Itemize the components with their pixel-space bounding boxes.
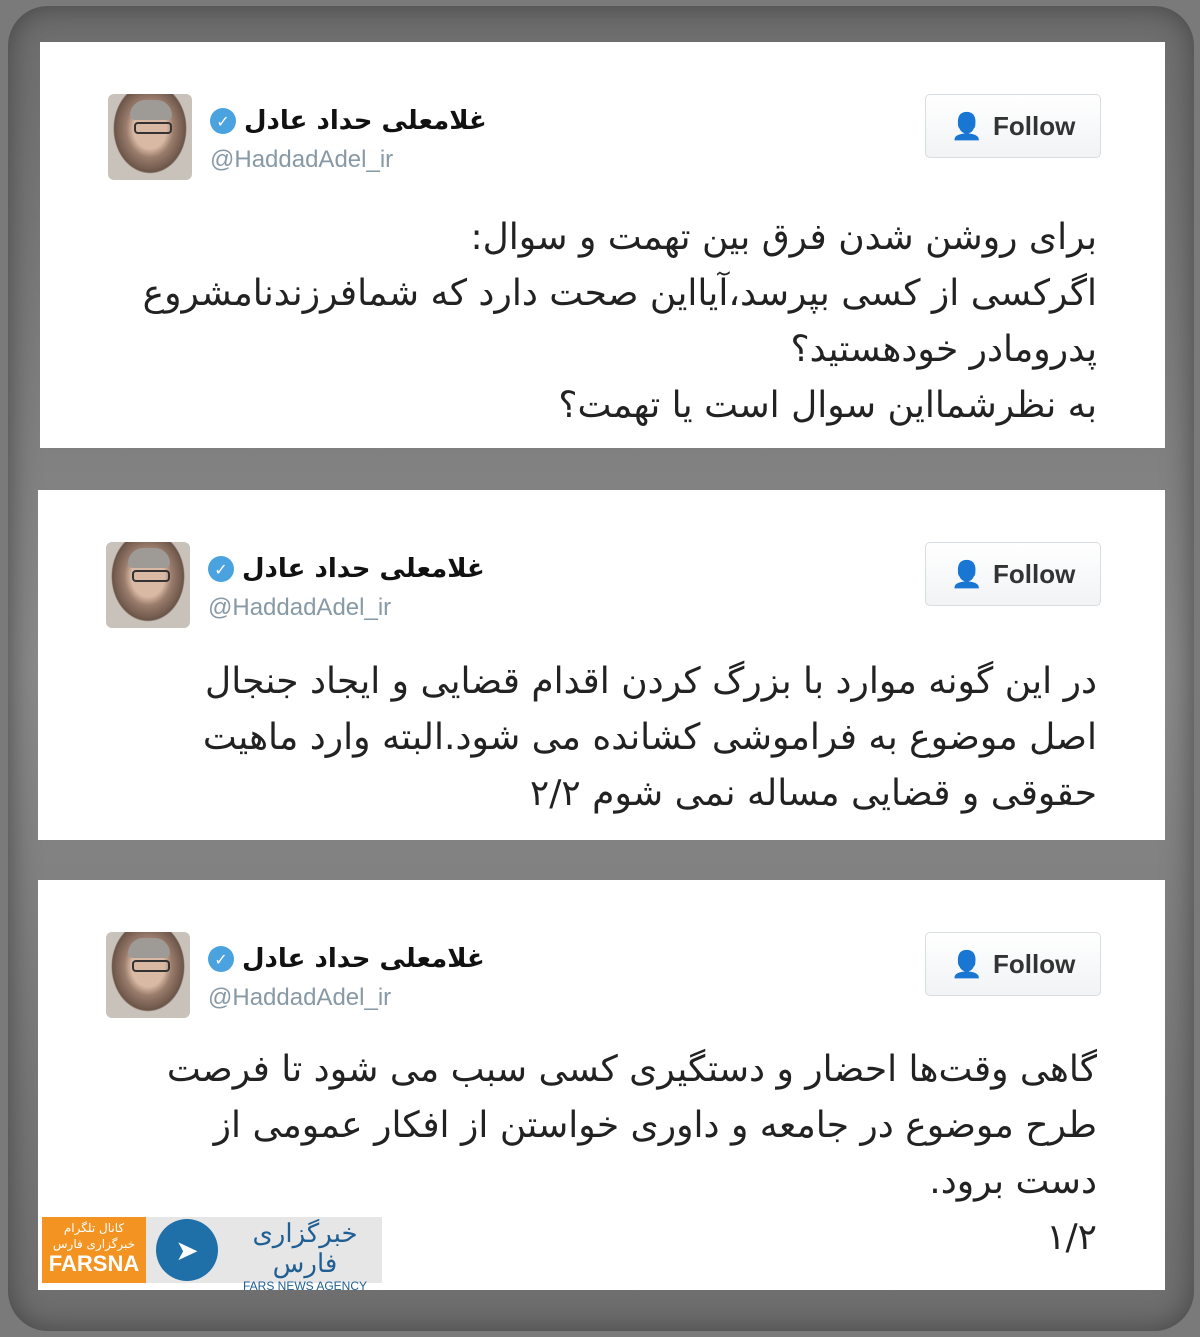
- avatar: [106, 542, 190, 628]
- tweet-line: دست برود.: [929, 1161, 1097, 1202]
- channel-line: خبرگزاری فارس: [52, 1237, 136, 1251]
- follow-button[interactable]: 👤 Follow: [925, 932, 1101, 996]
- tweet-line: حقوقی و قضایی مساله نمی شوم ۲/۲: [529, 773, 1097, 814]
- verified-badge-icon: ✓: [210, 108, 236, 134]
- verified-badge-icon: ✓: [208, 556, 234, 582]
- tweet-line: گاهی وقت‌ها احضار و دستگیری کسی سبب می شود تا فرصت: [166, 1049, 1097, 1090]
- tweet-line: اصل موضوع به فراموشی کشانده می شود.البته وارد ماهیت: [202, 717, 1097, 758]
- author-handle: @HaddadAdel_ir: [210, 146, 394, 173]
- avatar: [106, 932, 190, 1018]
- agency-name-en: FARS NEWS AGENCY: [242, 1279, 368, 1293]
- tweet-line: پدرومادر خودهستید؟: [790, 329, 1097, 370]
- author-name: ✓ غلامعلی حداد عادل: [208, 554, 485, 584]
- add-user-icon: 👤: [950, 110, 984, 141]
- follow-button[interactable]: 👤 Follow: [925, 542, 1101, 606]
- author-handle: @HaddadAdel_ir: [208, 984, 392, 1011]
- add-user-icon: 👤: [950, 948, 984, 979]
- author-handle: @HaddadAdel_ir: [208, 594, 392, 621]
- tweet-text: [100, 210, 1097, 434]
- verified-badge-icon: ✓: [208, 946, 234, 972]
- avatar: [108, 94, 192, 180]
- channel-line: کانال تلگرام: [63, 1221, 125, 1235]
- fars-news-watermark: [42, 1217, 382, 1293]
- add-user-icon: 👤: [950, 558, 984, 589]
- tweet-card-1: [40, 42, 1165, 448]
- tweet-line: ۱/۲: [1046, 1217, 1097, 1258]
- tweet-line: برای روشن شدن فرق بین تهمت و سوال:: [470, 217, 1097, 258]
- tweet-line: اگرکسی از کسی بپرسد،آیااین صحت دارد که شمافرزندنامشروع: [142, 273, 1097, 314]
- follow-button[interactable]: 👤 Follow: [925, 94, 1101, 158]
- author-name: ✓ غلامعلی حداد عادل: [208, 944, 485, 974]
- author-name: ✓ غلامعلی حداد عادل: [210, 106, 487, 136]
- channel-id: FARSNA: [48, 1251, 140, 1276]
- telegram-icon: ➤: [156, 1219, 218, 1281]
- tweet-line: در این گونه موارد با بزرگ کردن اقدام قضایی و ایجاد جنجال: [205, 661, 1097, 702]
- tweet-line: طرح موضوع در جامعه و داوری خواستن از افکار عمومی از: [213, 1105, 1097, 1146]
- agency-name-fa: خبرگزاری فارس: [252, 1219, 358, 1279]
- tweet-card-2: [38, 490, 1165, 840]
- agency-logo: [228, 1217, 382, 1293]
- tweet-text: [98, 654, 1097, 822]
- telegram-channel-label: [42, 1217, 146, 1283]
- tweet-line: به نظرشمااین سوال است یا تهمت؟: [558, 385, 1097, 426]
